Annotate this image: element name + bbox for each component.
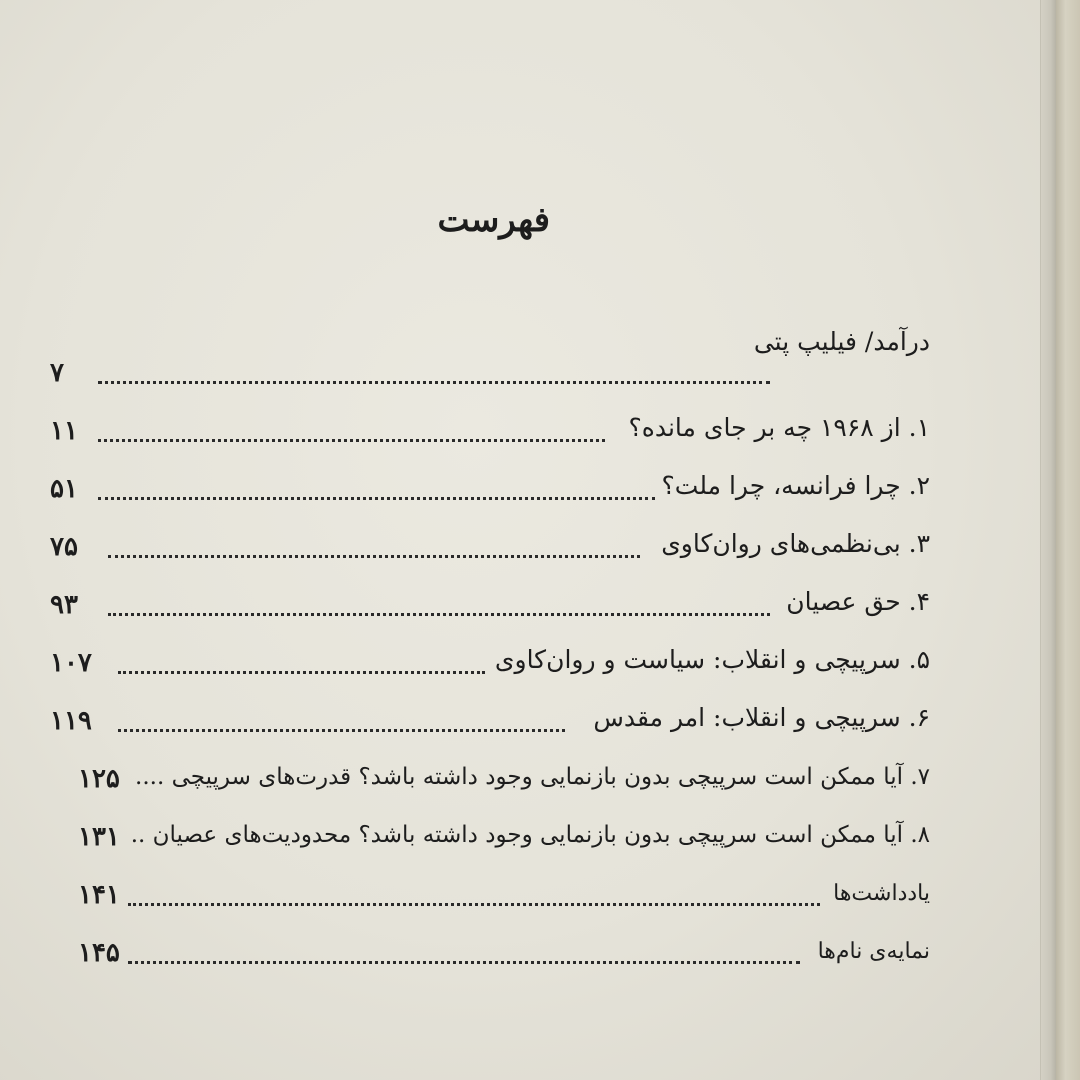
toc-entry-2 — [50, 448, 930, 506]
entry-page-number: ۷ — [50, 358, 64, 388]
dot-leader — [118, 671, 485, 674]
dot-leader — [118, 729, 565, 732]
toc-entry-index — [50, 912, 930, 970]
entry-page-number: ۹۳ — [50, 590, 78, 620]
dot-leader — [108, 613, 770, 616]
page-block-edge — [1040, 0, 1057, 1080]
entry-title: ۸. آیا ممکن است سرپیچی بدون بازنمایی وجود داشته باشد؟ محدودیت‌های عصیان .. — [130, 822, 930, 848]
entry-title: یادداشت‌ها — [833, 881, 930, 906]
entry-title: ۴. حق عصیان — [786, 587, 930, 616]
toc-entry-7 — [50, 738, 930, 796]
toc-entry-intro — [50, 320, 930, 356]
toc-entry-6 — [50, 680, 930, 738]
entry-title: ۱. از ۱۹۶۸ چه بر جای مانده؟ — [628, 413, 930, 442]
entry-title: ۲. چرا فرانسه، چرا ملت؟ — [661, 471, 930, 500]
toc-entry-4 — [50, 564, 930, 622]
dot-leader — [98, 439, 605, 442]
entry-page-number: ۱۲۵ — [78, 764, 120, 794]
dot-leader — [128, 961, 800, 964]
entry-page-number: ۵۱ — [50, 474, 78, 504]
toc-entry-5 — [50, 622, 930, 680]
entry-title: ۵. سرپیچی و انقلاب: سیاست و روان‌کاوی — [494, 645, 930, 674]
toc-entry-intro-page-line — [50, 356, 930, 390]
toc-entry-notes — [50, 854, 930, 912]
dot-leader — [98, 497, 655, 500]
entry-title: ۷. آیا ممکن است سرپیچی بدون بازنمایی وجود داشته باشد؟ قدرت‌های سرپیچی .... — [135, 764, 930, 790]
entry-page-number: ۷۵ — [50, 532, 78, 562]
entry-page-number: ۱۰۷ — [50, 648, 92, 678]
entry-title: ۳. بی‌نظمی‌های روان‌کاوی — [661, 529, 930, 558]
toc-entry-8 — [50, 796, 930, 854]
entry-page-number: ۱۱ — [50, 416, 78, 446]
entry-page-number: ۱۴۱ — [78, 880, 120, 910]
entry-page-number: ۱۴۵ — [78, 938, 120, 968]
dot-leader — [108, 555, 640, 558]
toc-entry-3 — [50, 506, 930, 564]
toc-entry-list — [50, 320, 930, 970]
book-cover-edge — [1056, 0, 1080, 1080]
entry-page-number: ۱۱۹ — [50, 706, 92, 736]
entry-title: درآمد/ فیلیپ پتی — [753, 327, 930, 356]
dot-leader — [128, 903, 820, 906]
entry-page-number: ۱۳۱ — [78, 822, 120, 852]
page-title: فهرست — [437, 200, 550, 240]
entry-title: نمایه‌ی نام‌ها — [817, 939, 930, 964]
entry-title: ۶. سرپیچی و انقلاب: امر مقدس — [593, 703, 930, 732]
dot-leader — [98, 381, 770, 384]
toc-entry-1 — [50, 390, 930, 448]
